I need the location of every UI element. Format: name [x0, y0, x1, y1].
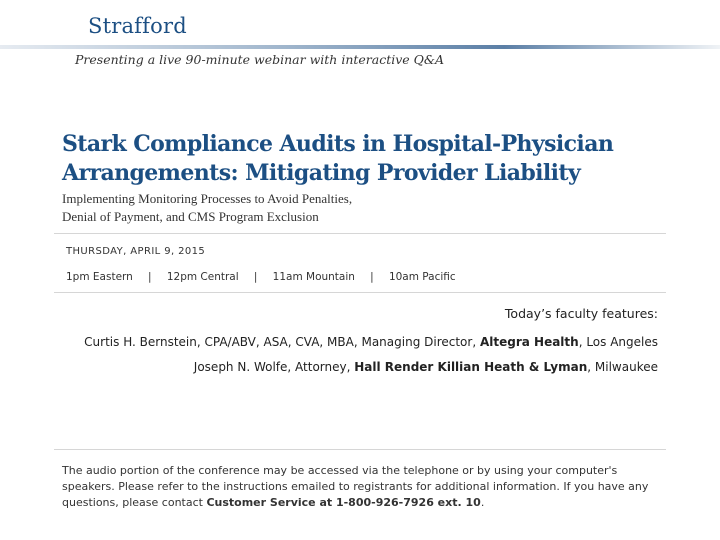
audio-instructions-end: . — [480, 496, 485, 509]
speaker-2-location: , Milwaukee — [587, 360, 658, 374]
tagline: Presenting a live 90-minute webinar with interactive Q&A — [75, 52, 445, 67]
webinar-times — [66, 271, 456, 283]
audio-instructions-text: The audio portion of the conference may be accessed via the telephone or by using your computer's speakers. Please refer to the instructions emailed to registrants for additional information. If you have any questions, please contact — [62, 464, 649, 509]
audio-instructions — [62, 463, 662, 511]
faculty-heading: Today’s faculty features: — [504, 306, 658, 321]
webinar-subtitle — [62, 190, 622, 226]
divider-bottom — [54, 449, 666, 450]
strafford-logo: Strafford — [88, 14, 187, 38]
speaker-2 — [194, 360, 658, 374]
speaker-1-name: Curtis H. Bernstein, CPA/ABV, ASA, CVA, MBA, Managing Director, — [84, 335, 480, 349]
header-divider — [0, 45, 720, 49]
speaker-1-org: Altegra Health — [479, 335, 579, 349]
time-pacific: 10am Pacific — [388, 271, 456, 283]
divider-top — [54, 233, 666, 234]
time-separator: | — [253, 271, 258, 283]
speaker-1-location: , Los Angeles — [578, 335, 658, 349]
time-separator: | — [148, 271, 152, 283]
divider-middle — [54, 292, 666, 293]
time-separator: | — [370, 271, 374, 283]
speaker-2-name: Joseph N. Wolfe, Attorney, — [193, 360, 355, 374]
customer-service-contact: Customer Service at 1-800-926-7926 ext. 10 — [206, 496, 481, 509]
speaker-1 — [84, 335, 658, 349]
subtitle-line-1: Implementing Monitoring Processes to Avoid Penalties, — [62, 191, 353, 206]
time-mountain: 11am Mountain — [272, 271, 355, 283]
time-central: 12pm Central — [166, 271, 239, 283]
time-eastern: 1pm Eastern — [66, 271, 133, 283]
webinar-title: Stark Compliance Audits in Hospital-Physician Arrangements: Mitigating Provider Liability — [62, 131, 614, 186]
speaker-2-org: Hall Render Killian Heath & Lyman — [354, 360, 588, 374]
webinar-date: THURSDAY, APRIL 9, 2015 — [66, 246, 206, 257]
subtitle-line-2: Denial of Payment, and CMS Program Exclusion — [62, 209, 319, 224]
